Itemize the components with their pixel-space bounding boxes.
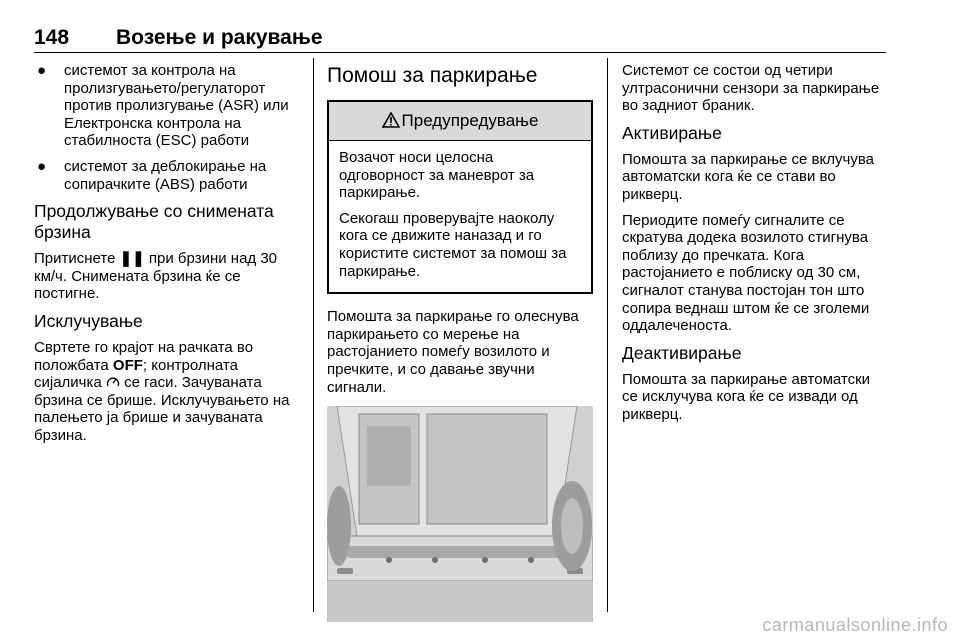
page-number: 148 (34, 26, 70, 49)
paragraph-parking-assist: Помошта за паркирање го олеснува паркирањето со мерење на растојанието помеѓу возилото и пречките, и со давање звучни сигнали. (327, 308, 579, 396)
rear-bumper-sensors-illustration (327, 406, 593, 622)
bullet-text-asr-esc: системот за контрола на пролизгувањето/регулаторот против пролизгување (ASR) или Електронска контрола на стабилноста (ESC) работи (64, 62, 289, 150)
bullet-dot: ● (37, 157, 47, 175)
warning-body (329, 141, 591, 292)
pause-symbol-icon: ❚❚ (119, 250, 145, 268)
column-right (622, 62, 890, 432)
bullet-item (34, 158, 302, 193)
bullet-item (34, 62, 302, 150)
cruise-control-lamp-icon (106, 375, 120, 388)
column-left (34, 62, 302, 453)
paragraph-switch-off: Свртете го крајот на рачката во положбата OFF; контролната сијаличка се гаси. Зачуваната брзина се брише. Исклучувањето на палењето ја брише и зачуваната брзина. (34, 338, 290, 444)
warning-triangle-icon (382, 112, 400, 128)
page-title: Возење и ракување (116, 26, 323, 49)
paragraph-deactivation: Помошта за паркирање автоматски се исклучува кога ќе се извади од рикверц. (622, 370, 871, 423)
bullet-dot: ● (37, 62, 47, 79)
heading-parking-assist: Помош за паркирање (327, 64, 538, 87)
off-position-label: OFF (112, 356, 143, 374)
paragraph-resume-speed: Притиснете ❚❚ при брзини над 30 км/ч. Снимената брзина ќе се постигне. (34, 250, 278, 303)
watermark: carmanualsonline.info (762, 615, 948, 635)
warning-title: Предупредување (401, 111, 539, 130)
warning-box (327, 100, 593, 294)
header-rule (34, 52, 886, 53)
paragraph-sensors: Системот се состои од четири ултрасонични сензори за паркирање во задниот браник. (622, 62, 880, 115)
page-header (34, 26, 886, 52)
warning-text-check-surroundings: Секогаш проверувајте наоколу кога се движите наназад и го користите системот за помош за паркирање. (339, 209, 567, 280)
bullet-text-abs: системот за деблокирање на сопирачките (ABS) работи (64, 157, 267, 193)
heading-activation: Активирање (622, 122, 722, 143)
heading-resume-speed: Продолжување со снимената брзина (34, 201, 274, 243)
column-middle (327, 62, 593, 622)
warning-text-responsibility: Возачот носи целосна одговорност за маневрот за паркирање. (339, 149, 535, 202)
column-divider-2 (607, 58, 608, 612)
warning-header (329, 102, 591, 141)
paragraph-activation: Помошта за паркирање се вклучува автоматски кога ќе се стави во рикверц. (622, 150, 874, 203)
heading-deactivation: Деактивирање (622, 342, 742, 363)
paragraph-signal-intervals: Периодите помеѓу сигналите се скратува додека возилото стигнува поблизу до пречката. Кога растојанието е поблиску од 30 см, сигналот станува постојан тон што сопира веднаш штом ќе се зголеми оддалеченоста. (622, 211, 870, 335)
column-divider-1 (313, 58, 314, 612)
heading-switch-off: Исклучување (34, 310, 143, 331)
